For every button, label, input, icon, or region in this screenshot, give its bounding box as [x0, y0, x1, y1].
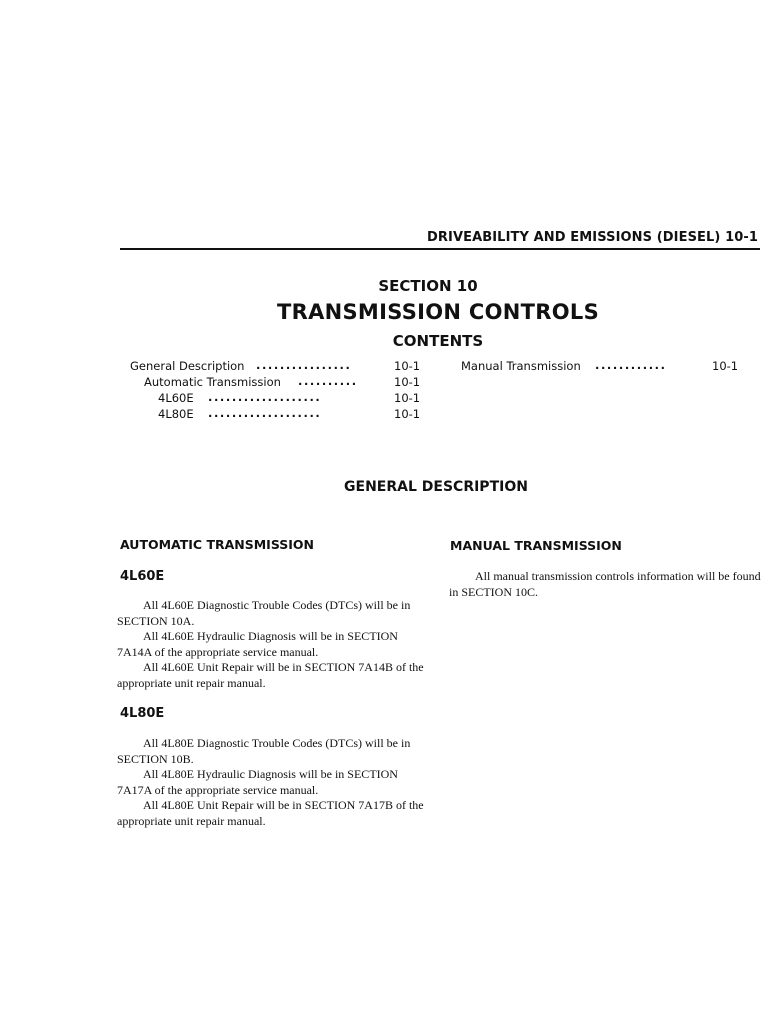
toc-leader-dots: ............	[595, 358, 667, 372]
header-rule	[120, 248, 760, 250]
paragraph: All 4L80E Unit Repair will be in SECTION 7A17B of the appropriate unit repair manual.	[117, 798, 424, 828]
paragraph: All 4L80E Hydraulic Diagnosis will be in SECTION 7A17A of the appropriate service manual.	[117, 767, 398, 797]
toc-entry[interactable]	[130, 390, 420, 406]
paragraph: All 4L80E Diagnostic Trouble Codes (DTCs) will be in SECTION 10B.	[117, 736, 411, 766]
4l80e-body	[117, 736, 429, 829]
toc-leader-dots: ..........	[298, 374, 358, 388]
paragraph: All 4L60E Diagnostic Trouble Codes (DTCs) will be in SECTION 10A.	[117, 598, 411, 628]
toc-leader-dots: ...................	[208, 406, 322, 420]
toc-entry-page: 10-1	[394, 407, 421, 421]
running-header	[120, 228, 760, 250]
toc-right	[461, 358, 751, 374]
toc-entry-label: General Description	[130, 359, 245, 373]
contents-heading: CONTENTS	[392, 332, 484, 350]
toc-entry-label: 4L60E	[158, 391, 194, 405]
toc-entry-label: Manual Transmission	[461, 359, 581, 373]
toc-entry-page: 10-1	[394, 375, 421, 389]
section-title: TRANSMISSION CONTROLS	[276, 300, 599, 324]
paragraph: All 4L60E Unit Repair will be in SECTION 7A14B of the appropriate unit repair manual.	[117, 660, 424, 690]
running-title: DRIVEABILITY AND EMISSIONS (DIESEL) 10-1	[427, 230, 758, 245]
manual-transmission-body	[449, 569, 763, 600]
toc-entry[interactable]	[461, 358, 751, 374]
4l60e-heading: 4L60E	[120, 569, 165, 584]
toc-entry-page: 10-1	[394, 359, 421, 373]
toc-entry-page: 10-1	[712, 359, 739, 373]
toc-left	[130, 358, 420, 422]
section-number: SECTION 10	[378, 277, 478, 295]
toc-leader-dots: ................	[256, 358, 352, 372]
automatic-transmission-heading: AUTOMATIC TRANSMISSION	[120, 537, 315, 552]
toc-entry-page: 10-1	[394, 391, 421, 405]
4l60e-body	[117, 598, 429, 691]
paragraph: All 4L60E Hydraulic Diagnosis will be in SECTION 7A14A of the appropriate service manual.	[117, 629, 398, 659]
manual-transmission-heading: MANUAL TRANSMISSION	[450, 538, 622, 553]
toc-entry[interactable]	[130, 374, 420, 390]
toc-entry[interactable]	[130, 406, 420, 422]
general-description-heading: GENERAL DESCRIPTION	[344, 479, 528, 495]
4l80e-heading: 4L80E	[120, 706, 165, 721]
toc-entry-label: 4L80E	[158, 407, 194, 421]
toc-entry-label: Automatic Transmission	[144, 375, 281, 389]
toc-entry[interactable]	[130, 358, 420, 374]
paragraph: All manual transmission controls information will be found in SECTION 10C.	[449, 569, 761, 599]
toc-leader-dots: ...................	[208, 390, 322, 404]
